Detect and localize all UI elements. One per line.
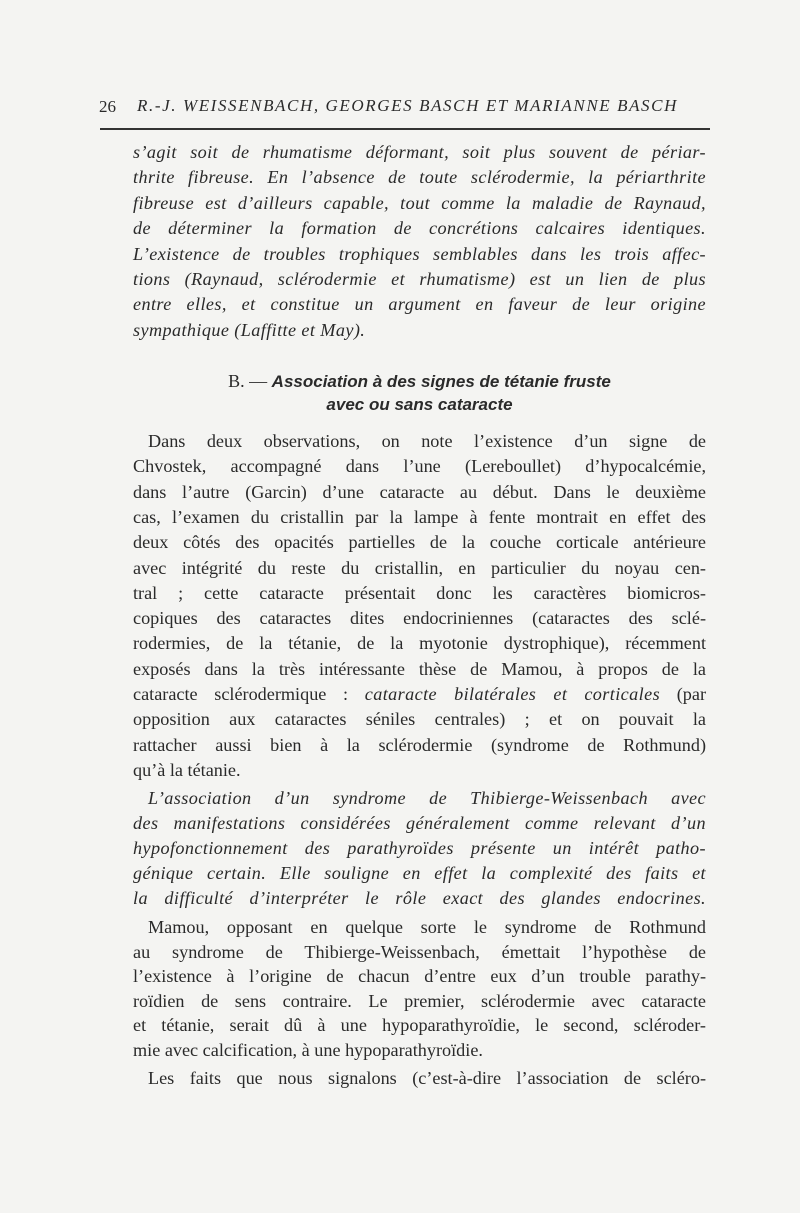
line-text: Dans deux observations, on note l’existence d’un signe de — [148, 431, 706, 451]
paragraph-3-line — [133, 887, 706, 909]
paragraph-2-line — [133, 607, 706, 629]
line-text: avec intégrité du reste du cristallin, en particulier du noyau cen- — [133, 557, 706, 578]
paragraph-5-line — [148, 1067, 706, 1089]
paragraph-3-line — [133, 862, 706, 884]
line-text: au syndrome de Thibierge-Weissenbach, émettait l’hypothèse de — [133, 941, 706, 962]
line-text: L’association d’un syndrome de Thibierge-Weissenbach avec — [148, 788, 706, 808]
section-label: B. — — [228, 371, 268, 391]
paragraph-2-line — [133, 481, 706, 503]
paragraph-2-line — [133, 582, 706, 604]
line-text: et tétanie, serait dû à une hypoparathyroïdie, le second, scléroder- — [133, 1015, 706, 1036]
paragraph-1-line — [133, 293, 706, 315]
section-heading-line2 — [133, 393, 706, 416]
line-text: thrite fibreuse. En l’absence de toute sclérodermie, la périarthrite — [133, 167, 706, 188]
line-text: Chvostek, accompagné dans l’une (Lereboullet) d’hypocalcémie, — [133, 456, 706, 477]
paragraph-2-line — [133, 683, 706, 705]
section-heading — [133, 370, 706, 393]
line-text: cataracte sclérodermique : — [133, 684, 365, 704]
paragraph-2-line — [133, 632, 706, 654]
paragraph-4-line — [133, 990, 706, 1012]
paragraph-3-line — [148, 787, 706, 809]
paragraph-1-line — [133, 268, 706, 290]
paragraph-1-line — [133, 319, 706, 341]
line-text: de déterminer la formation de concrétions calcaires identiques. — [133, 218, 706, 239]
paragraph-4-line — [133, 1039, 706, 1061]
paragraph-2-line — [133, 658, 706, 680]
line-text: rodermies, de la tétanie, de la myotonie dystrophique), récemment — [133, 633, 706, 654]
line-text: dans l’autre (Garcin) d’une cataracte au début. Dans le deuxième — [133, 481, 706, 502]
paragraph-1-line — [133, 243, 706, 265]
paragraph-4-line — [133, 1014, 706, 1036]
paragraph-2-line — [133, 759, 706, 781]
line-text: tions (Raynaud, sclérodermie et rhumatisme) est un lien de plus — [133, 269, 706, 289]
line-text: l’existence à l’origine de chacun d’entre eux d’un trouble parathy- — [133, 966, 706, 987]
paragraph-2-line — [133, 455, 706, 477]
paragraph-2-line — [148, 430, 706, 452]
line-text: mie avec calcification, à une hypoparathyroïdie. — [133, 1040, 483, 1060]
section-title-line1: Association à des signes de tétanie fruste — [271, 372, 611, 391]
line-text: entre elles, et constitue un argument en faveur de leur origine — [133, 294, 706, 315]
paragraph-1-line — [133, 166, 706, 188]
line-text: exposés dans la très intéressante thèse de Mamou, à propos de la — [133, 658, 706, 679]
paragraph-2-line — [133, 531, 706, 553]
paragraph-1-line — [133, 141, 706, 163]
paragraph-1-line — [133, 192, 706, 214]
header-rule — [100, 128, 710, 130]
line-text: la difficulté d’interpréter le rôle exact des glandes endocrines. — [133, 888, 706, 908]
line-text: sympathique (Laffitte et May). — [133, 319, 366, 340]
section-title-line2: avec ou sans cataracte — [326, 395, 513, 414]
paragraph-1-line — [133, 217, 706, 239]
line-text: hypofonctionnement des parathyroïdes présente un intérêt patho- — [133, 838, 706, 858]
paragraph-2-line — [133, 557, 706, 579]
line-text: s’agit soit de rhumatisme déformant, soit plus souvent de périar- — [133, 142, 706, 162]
paragraph-3-line — [133, 837, 706, 859]
line-text: génique certain. Elle souligne en effet la complexité des faits et — [133, 863, 706, 883]
line-text: deux côtés des opacités partielles de la couche corticale antérieure — [133, 532, 706, 553]
running-title: R.-J. WEISSENBACH, GEORGES BASCH ET MARIANNE BASCH — [137, 96, 678, 115]
emphasis-text: cataracte bilatérales et corticales — [364, 684, 661, 704]
line-text: fibreuse est d’ailleurs capable, tout comme la maladie de Raynaud, — [133, 192, 706, 213]
line-text: rattacher aussi bien à la sclérodermie (syndrome de Rothmund) — [133, 734, 706, 755]
paragraph-2-line — [133, 506, 706, 528]
line-text: L’existence de troubles trophiques semblables dans les trois affec- — [133, 243, 706, 264]
line-text: Mamou, opposant en quelque sorte le syndrome de Rothmund — [148, 917, 706, 937]
line-text: opposition aux cataractes séniles centrales) ; et on pouvait la — [133, 709, 706, 730]
line-text: tral ; cette cataracte présentait donc les caractères biomicros- — [133, 582, 706, 603]
paragraph-4-line — [148, 916, 706, 938]
line-text: qu’à la tétanie. — [133, 759, 241, 780]
paragraph-2-line — [133, 708, 706, 730]
paragraph-4-line — [133, 941, 706, 963]
paragraph-3-line — [133, 812, 706, 834]
line-text: (par — [660, 684, 707, 704]
paragraph-4-line — [133, 965, 706, 987]
paragraph-2-line — [133, 734, 706, 756]
line-text: copiques des cataractes dites endocriniennes (cataractes des sclé- — [133, 608, 706, 629]
line-text: Les faits que nous signalons (c’est-à-dire l’association de scléro- — [148, 1068, 706, 1088]
line-text: cas, l’examen du cristallin par la lampe à fente montrait en effet des — [133, 506, 706, 527]
page-number: 26 — [99, 97, 116, 116]
line-text: des manifestations considérées généralement comme relevant d’un — [133, 813, 706, 833]
line-text: roïdien de sens contraire. Le premier, sclérodermie avec cataracte — [133, 990, 706, 1011]
